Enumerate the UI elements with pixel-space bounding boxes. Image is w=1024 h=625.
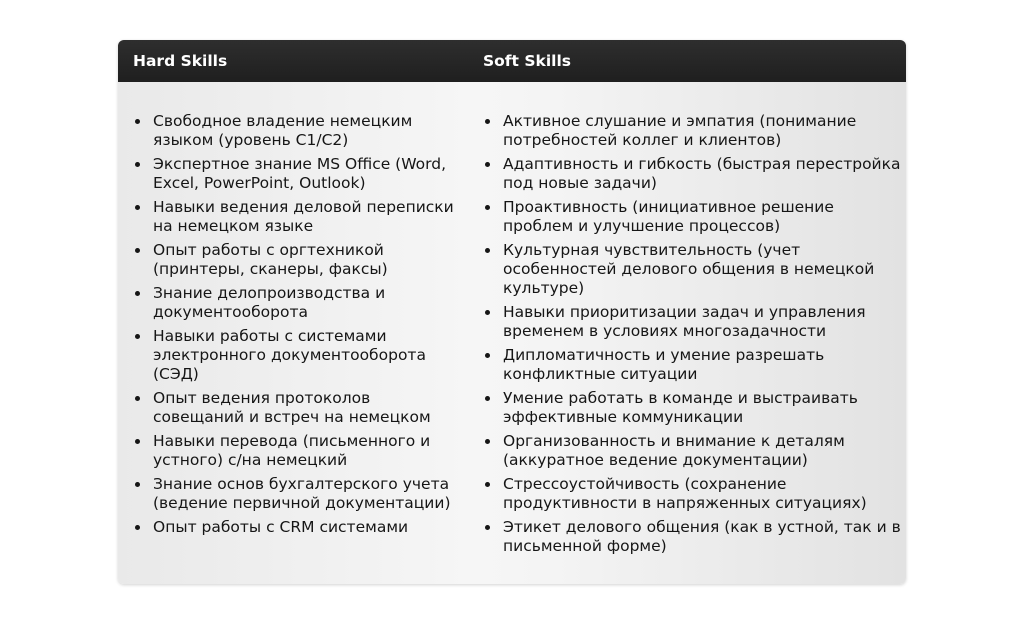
hard-skill-item: Знание основ бухгалтерского учета (ведение первичной документации) [134,475,464,513]
hard-skill-item: Навыки ведения деловой переписки на немецком языке [134,198,464,236]
soft-skill-item: Адаптивность и гибкость (быстрая перестройка под новые задачи) [484,155,902,193]
soft-skills-title: Soft Skills [483,52,571,70]
soft-skill-item: Организованность и внимание к деталям (аккуратное ведение документации) [484,432,902,470]
soft-skill-item: Навыки приоритизации задач и управления временем в условиях многозадачности [484,303,902,341]
soft-skill-item: Дипломатичность и умение разрешать конфликтные ситуации [484,346,902,384]
hard-skills-list [134,112,464,542]
soft-skill-item: Активное слушание и эмпатия (понимание потребностей коллег и клиентов) [484,112,902,150]
soft-skill-item: Умение работать в команде и выстраивать эффективные коммуникации [484,389,902,427]
hard-skill-item: Знание делопроизводства и документооборота [134,284,464,322]
soft-skill-item: Проактивность (инициативное решение проблем и улучшение процессов) [484,198,902,236]
skills-table [118,40,906,584]
soft-skills-list [484,112,902,561]
hard-skill-item: Опыт работы с CRM системами [134,518,464,537]
hard-skill-item: Навыки работы с системами электронного документооборота (СЭД) [134,327,464,384]
hard-skill-item: Опыт работы с оргтехникой (принтеры, сканеры, факсы) [134,241,464,279]
hard-skills-title: Hard Skills [133,52,228,70]
hard-skill-item: Навыки перевода (письменного и устного) с/на немецкий [134,432,464,470]
soft-skill-item: Стрессоустойчивость (сохранение продуктивности в напряженных ситуациях) [484,475,902,513]
hard-skill-item: Опыт ведения протоколов совещаний и встреч на немецком [134,389,464,427]
hard-skill-item: Свободное владение немецким языком (уровень C1/C2) [134,112,464,150]
soft-skill-item: Этикет делового общения (как в устной, так и в письменной форме) [484,518,902,556]
table-header [118,40,906,82]
hard-skill-item: Экспертное знание MS Office (Word, Excel, PowerPoint, Outlook) [134,155,464,193]
soft-skill-item: Культурная чувствительность (учет особенностей делового общения в немецкой культуре) [484,241,902,298]
